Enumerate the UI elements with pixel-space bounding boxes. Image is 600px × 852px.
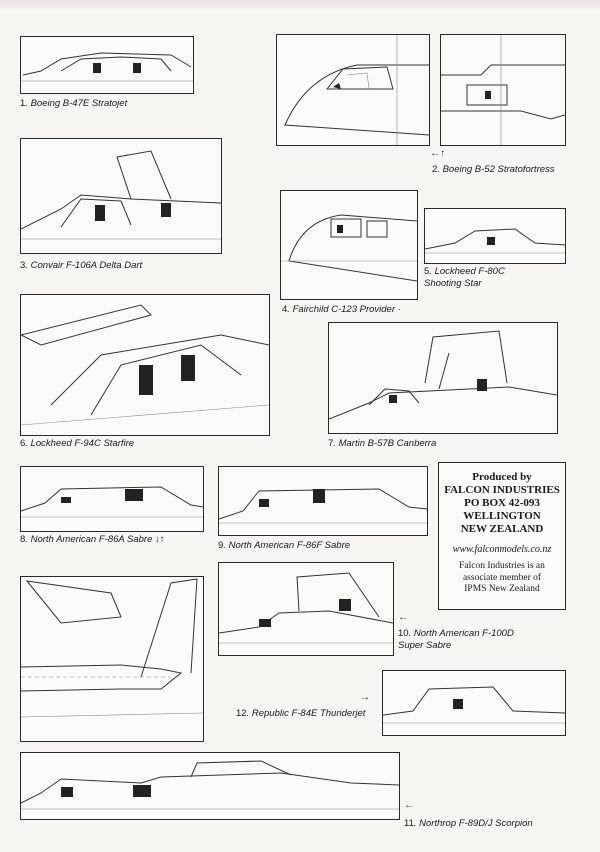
caption-3: 3. Convair F-106A Delta Dart — [20, 260, 143, 271]
info-country: NEW ZEALAND — [460, 523, 544, 535]
panel-b52-nose — [276, 34, 430, 146]
f106a-canopy-drawing — [21, 139, 221, 253]
b47e-canopy-drawing — [21, 37, 193, 93]
tail-detail-drawing — [21, 577, 203, 741]
info-note-2: associate member of — [462, 572, 542, 583]
caption-8: 8. North American F-86A Sabre ↓↑ — [20, 534, 165, 545]
panel-f84e-canopy — [382, 670, 566, 736]
info-website-link[interactable]: www.falconmodels.co.nz — [452, 544, 552, 555]
panel-f89dj-canopy — [20, 752, 400, 820]
f86a-canopy-drawing — [21, 467, 203, 531]
caption-6: 6. Lockheed F-94C Starfire — [20, 438, 135, 449]
info-produced-by: Produced by — [472, 471, 532, 483]
panel-f86f-canopy — [218, 466, 428, 536]
f84e-arrow: → — [360, 692, 370, 703]
f94c-canopy-drawing — [21, 295, 269, 435]
caption-9: 9. North American F-86F Sabre — [218, 540, 351, 551]
panel-f80c-canopy — [424, 208, 566, 264]
panel-f94c-canopy — [20, 294, 270, 436]
f89dj-arrow: ← — [404, 800, 414, 811]
info-note-3: IPMS New Zealand — [464, 584, 540, 594]
caption-1: 1. Boeing B-47E Stratojet — [20, 98, 128, 109]
caption-12: 12. Republic F-84E Thunderjet — [236, 708, 366, 719]
f80c-canopy-drawing — [425, 209, 565, 263]
info-company: FALCON INDUSTRIES — [444, 484, 560, 496]
panel-tail-detail — [20, 576, 204, 742]
info-city: WELLINGTON — [463, 510, 541, 522]
info-note-1: Falcon Industries is an — [459, 561, 545, 571]
panel-c123-nose — [280, 190, 418, 300]
panel-f100d-canopy — [218, 562, 394, 656]
top-edge — [0, 0, 600, 10]
f100d-arrow: ← — [398, 612, 408, 623]
panel-f106a-canopy — [20, 138, 222, 254]
caption-4: 4. Fairchild C-123 Provider · — [282, 304, 401, 315]
caption-10-line2: Super Sabre — [398, 640, 452, 651]
caption-5-line2: Shooting Star — [424, 278, 482, 289]
f89dj-canopy-drawing — [21, 753, 399, 819]
b52-nose-drawing — [277, 35, 429, 145]
b57b-canopy-drawing — [329, 323, 557, 433]
caption-10: 10. North American F-100D Super Sabre — [398, 628, 514, 651]
caption-5: 5. Lockheed F-80C Shooting Star — [424, 266, 505, 289]
f100d-canopy-drawing — [219, 563, 393, 655]
f84e-canopy-drawing — [383, 671, 565, 735]
panel-b57b-canopy — [328, 322, 558, 434]
caption-11: 11. Northrop F-89D/J Scorpion — [404, 818, 533, 829]
publisher-info-box — [438, 462, 566, 610]
panel-f86a-canopy — [20, 466, 204, 532]
panel-b52-detail — [440, 34, 566, 146]
panel-b47e-canopy — [20, 36, 194, 94]
caption-7: 7. Martin B-57B Canberra — [328, 438, 437, 449]
caption-2: 2. Boeing B-52 Stratofortress — [432, 164, 555, 175]
f86f-canopy-drawing — [219, 467, 427, 535]
c123-nose-drawing — [281, 191, 417, 299]
b52-detail-drawing — [441, 35, 565, 145]
info-po-box: PO BOX 42-093 — [464, 497, 540, 509]
b52-arrows: ←↑ — [430, 148, 445, 159]
